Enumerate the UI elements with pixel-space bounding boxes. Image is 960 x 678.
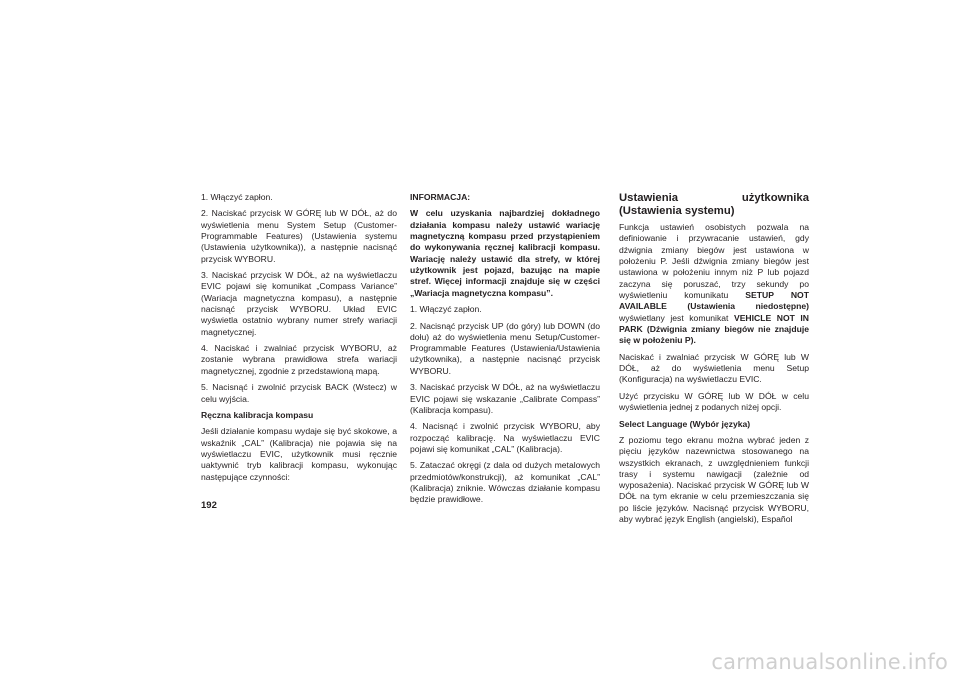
left-column <box>201 192 397 488</box>
select-language-heading: Select Language (Wybór języka) <box>619 418 751 429</box>
user-settings-p3: Użyć przycisku W GÓRĘ lub W DÓŁ w celu wyświetlenia jednej z podanych niżej opcji. <box>619 390 809 413</box>
step-4: 4. Naciskać i zwalniać przycisk WYBORU, aż zostanie wybrana prawidłowa strefa wariacji magnetycznej, zgodnie z przedstawioną mapą. <box>201 343 397 376</box>
user-settings-p2: Naciskać i zwalniać przycisk W GÓRĘ lub W DÓŁ, aż do wyświetlenia menu Setup (Konfiguracja) na wyświetlaczu EVIC. <box>619 351 809 385</box>
manual-calibration-heading: Ręczna kalibracja kompasu <box>201 409 314 420</box>
user-settings-intro <box>619 222 809 346</box>
calib-step-4: 4. Nacisnąć i zwolnić przycisk WYBORU, aby rozpocząć kalibrację. Na wyświetlaczu EVIC pojawi się komunikat „CAL” (Kalibracja). <box>410 421 600 454</box>
step-1: 1. Włączyć zapłon. <box>201 192 273 202</box>
notice-text: W celu uzyskania najbardziej dokładnego działania kompasu należy ustawić wariację magnetyczną kompasu przed przystąpieniem do wykonywania ręcznej kalibracji kompasu. Wariację należy ustawić dla strefy, w której użytkownik jest pojazd, bazując na mapie stref. Więcej informacji znajduje się w części „Wariacja magnetyczna kompasu”. <box>410 208 600 298</box>
step-3: 3. Naciskać przycisk W DÓŁ, aż na wyświetlaczu EVIC pojawi się komunikat „Compass Variance” (Wariacja magnetyczna kompasu), a następnie nacisnąć przycisk WYBORU. Układ EVIC wyświetla ostatnio wybrany numer strefy wariacji magnetycznej. <box>201 270 397 337</box>
watermark: carmanualsonline.info <box>711 650 948 674</box>
intro-text-a: Funkcja ustawień osobistych pozwala na definiowanie i przywracanie ustawień, gdy dźwignia zmiany biegów jest ustawiona w położeniu P. Jeśli dźwignia zmiany biegów jest ustawiona w położeniu innym niż P lub pojazd zaczyna się poruszać, trzy sekundy po wyświetleniu komunikatu <box>619 222 809 300</box>
calib-step-5: 5. Zataczać okręgi (z dala od dużych metalowych przedmiotów/konstrukcji), aż komunikat „CAL” (Kalibracja) zniknie. Wówczas działanie kompasu będzie prawidłowe. <box>410 460 600 505</box>
page-number: 192 <box>201 500 217 511</box>
notice-label: INFORMACJA: <box>410 192 471 202</box>
step-2: 2. Naciskać przycisk W GÓRĘ lub W DÓŁ, aż do wyświetlenia menu System Setup (Customer-Programmable Features) (Ustawienia systemu (Ustawienia użytkownika)), a następnie nacisnąć przycisk WYBORU. <box>201 208 397 264</box>
manual-calibration-intro: Jeśli działanie kompasu wydaje się być skokowe, a wskaźnik „CAL” (Kalibracja) nie pojawia się na wyświetlaczu EVIC, użytkownik musi ręcznie uaktywnić tryb kalibracji kompasu, wykonując następujące czynności: <box>201 426 397 482</box>
step-5: 5. Nacisnąć i zwolnić przycisk BACK (Wstecz) w celu wyjścia. <box>201 382 397 404</box>
intro-text-c: wyświetlany jest komunikat <box>619 312 734 323</box>
setup-not-available-message: SETUP NOT AVAILABLE (Ustawienia niedostępne) <box>619 289 809 312</box>
user-settings-heading: Ustawienia użytkownika (Ustawienia systemu) <box>619 192 809 217</box>
vehicle-not-in-park-message: VEHICLE NOT IN PARK (Dźwignia zmiany biegów nie znajduje się w położeniu P). <box>619 312 809 346</box>
select-language-text: Z poziomu tego ekranu można wybrać jeden z pięciu języków nazewnictwa stosowanego na wszystkich ekranach, z uwzględnieniem funkcji trasy i systemu nawigacji (zależnie od wyposażenia). Naciskać przycisk W GÓRĘ lub W DÓŁ na tym ekranie w celu przemieszczania się po liście języków. Nacisnąć przycisk WYBORU, aby wybrać język English (angielski), Español <box>619 434 809 525</box>
calib-step-1: 1. Włączyć zapłon. <box>410 304 482 315</box>
calib-step-3: 3. Naciskać przycisk W DÓŁ, aż na wyświetlaczu EVIC pojawi się wskazanie „Calibrate Compass” (Kalibracja kompasu). <box>410 382 600 415</box>
middle-column <box>410 192 600 511</box>
right-column <box>619 192 809 531</box>
calib-step-2: 2. Nacisnąć przycisk UP (do góry) lub DOWN (do dołu) aż do wyświetlenia menu Setup/Customer-Programmable Features (Ustawienia/Ustawienia użytkownika), a następnie nacisnąć przycisk WYBORU. <box>410 320 600 376</box>
